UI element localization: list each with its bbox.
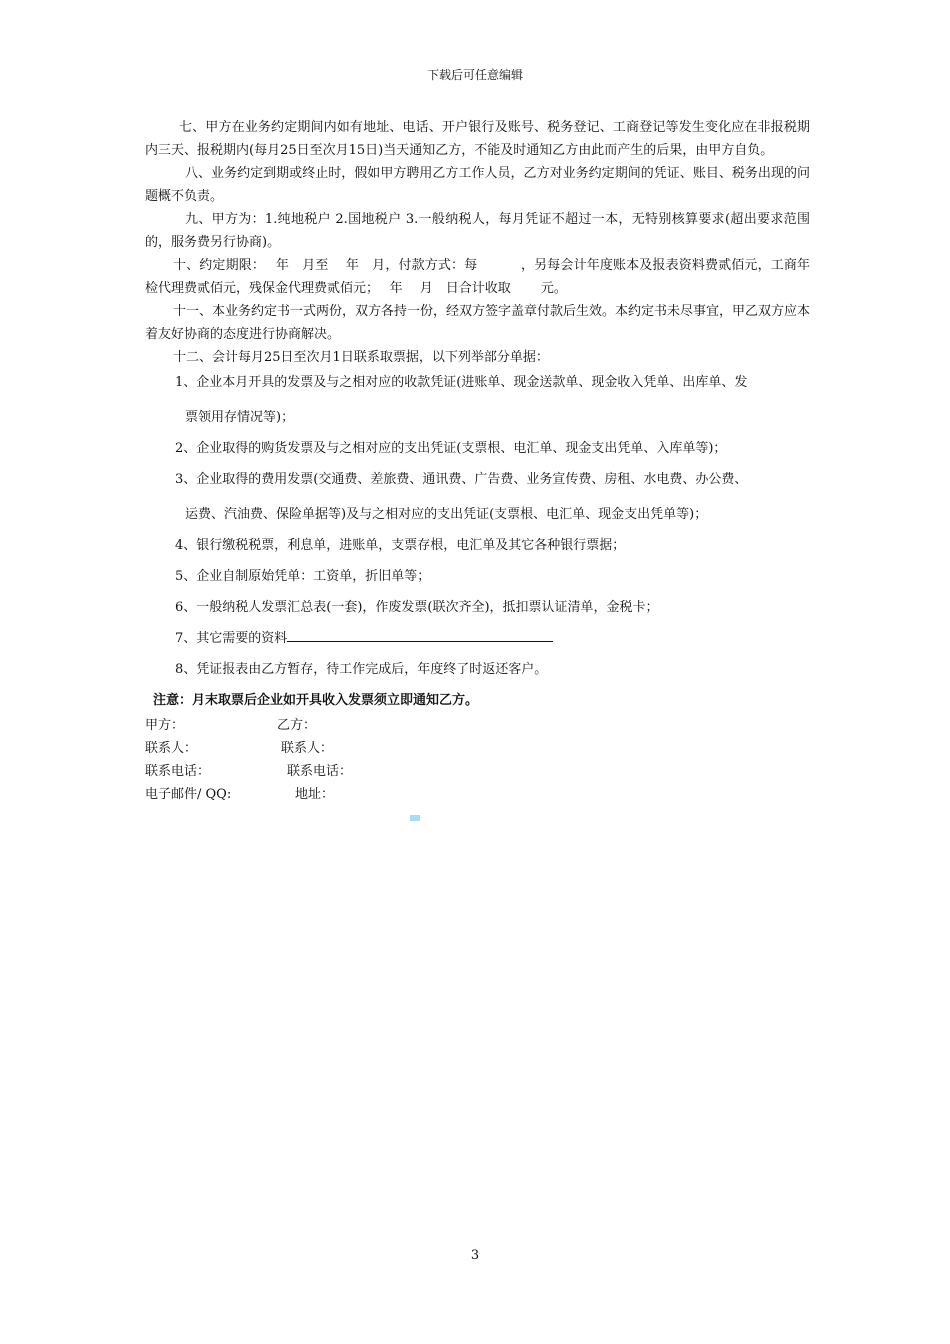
page-header: 下载后可任意编辑 (426, 68, 523, 82)
notice-text: 注意：月末取票后企业如开具收入发票须立即通知乙方。 (153, 693, 479, 708)
phone-b-label: 联系电话： (287, 764, 353, 779)
list-item (145, 371, 810, 429)
clause-10: 十、约定期限： 年 月至 年 月，付款方式：每 ，另每会计年度账本及报表资料费贰佰元，工商年检代理费贰佰元，残保金代理费贰佰元； 年 月 日合计收取 元。 (145, 258, 810, 296)
fill-in-blank-line (287, 627, 553, 642)
list-item-2: 2、企业取得的购货发票及与之相对应的支出凭证(支票根、电汇单、现金支出凭单、入库单等)； (175, 441, 727, 456)
address-b-label: 地址： (295, 787, 335, 802)
clause-9: 九、甲方为：1.纯地税户 2.国地税户 3.一般纳税人，每月凭证不超过一本，无特别核算要求(超出要求范围的，服务费另行协商)。 (145, 212, 810, 250)
party-b-label: 乙方： (277, 718, 317, 733)
list-item (145, 565, 810, 588)
page-number: 3 (470, 1248, 480, 1263)
list-item (145, 596, 810, 619)
list-item (145, 437, 810, 460)
signature-block (145, 714, 810, 806)
party-a-label: 甲方： (145, 718, 185, 733)
list-item-7: 7、其它需要的资料 (175, 631, 288, 646)
clause-11: 十一、本业务约定书一式两份，双方各持一份，经双方签字盖章付款后生效。本约定书未尽事宜，甲乙双方应本着友好协商的态度进行协商解决。 (145, 304, 811, 342)
clause-12: 十二、会计每月25日至次月1日联系取票据，以下列举部分单据： (173, 350, 549, 365)
list-item (145, 627, 810, 650)
list-item (145, 468, 810, 526)
highlight-mark (410, 815, 420, 821)
contact-a-label: 联系人： (145, 741, 198, 756)
list-item-3-line-1: 3、企业取得的费用发票(交通费、差旅费、通讯费、广告费、业务宣传费、房租、水电费、办公费、 (175, 472, 748, 487)
contact-b-label: 联系人： (281, 741, 334, 756)
email-a-label: 电子邮件/ QQ: (145, 787, 232, 802)
document-body (145, 116, 810, 806)
list-item-1-line-1: 1、企业本月开具的发票及与之相对应的收款凭证(进账单、现金送款单、现金收入凭单、出库单、发 (175, 375, 748, 390)
list-item-6: 6、一般纳税人发票汇总表(一套)，作废发票(联次齐全)，抵扣票认证清单，金税卡； (175, 600, 659, 615)
list-item-8: 8、凭证报表由乙方暂存，待工作完成后，年度终了时返还客户。 (175, 662, 548, 677)
list-item-5: 5、企业自制原始凭单：工资单，折旧单等； (175, 569, 431, 584)
list-item (145, 658, 810, 681)
clause-8: 八、业务约定到期或终止时，假如甲方聘用乙方工作人员，乙方对业务约定期间的凭证、账目、税务出现的问题概不负责。 (145, 166, 810, 204)
list-item-4: 4、银行缴税税票，利息单，进账单，支票存根，电汇单及其它各种银行票据； (175, 538, 626, 553)
phone-a-label: 联系电话： (145, 764, 211, 779)
list-item-1-line-2: 票领用存情况等)； (185, 410, 295, 425)
list-item (145, 534, 810, 557)
list-item-3-line-2: 运费、汽油费、保险单据等)及与之相对应的支出凭证(支票根、电汇单、现金支出凭单等)； (185, 507, 708, 522)
clause-7: 七、甲方在业务约定期间内如有地址、电话、开户银行及账号、税务登记、工商登记等发生变化应在非报税期内三天、报税期内(每月25日至次月15日)当天通知乙方，不能及时通知乙方由此而产生的后果，由甲方自负。 (145, 120, 810, 158)
